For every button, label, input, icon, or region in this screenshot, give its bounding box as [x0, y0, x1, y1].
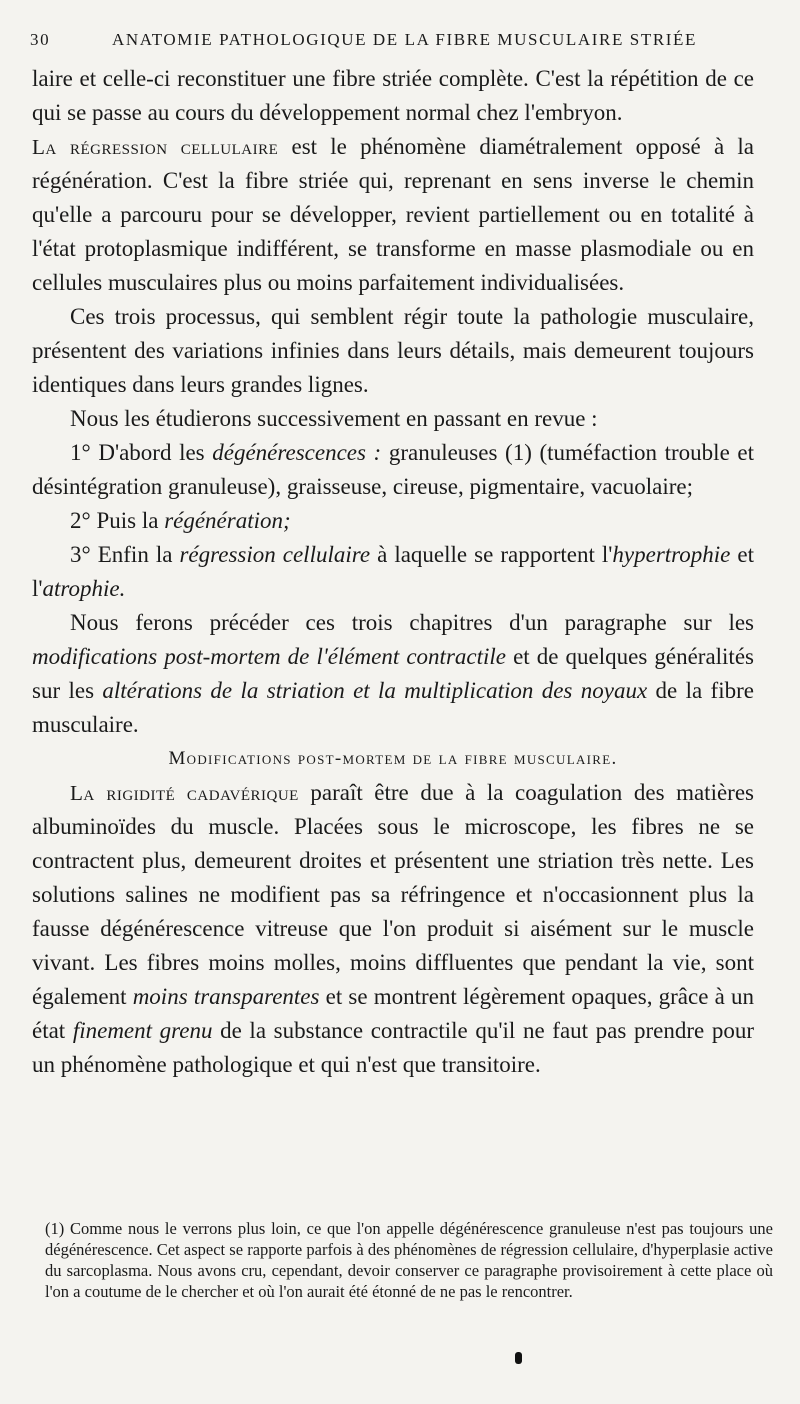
paragraph-text: et se montrent légèrement opaques, grâce à un état — [32, 984, 754, 1043]
paragraph-intro-list: Nous les étudierons successivement en passant en revue : — [70, 406, 598, 431]
list-item-2 — [32, 504, 754, 538]
emphasis-degenerescences: dégénérescences : — [212, 440, 382, 465]
emphasis-hypertrophie: hypertrophie — [612, 542, 731, 567]
term-regression-cellulaire: La régression cellulaire — [32, 135, 279, 159]
ink-speck — [515, 1352, 522, 1364]
footnote — [45, 1218, 773, 1302]
paragraph-text: paraît être due à la coagulation des matières albuminoïdes du muscle. Placées sous le microscope, les fibres ne se contractent plus, demeurent droites et présentent une striation très nette. Les solutions salines ne modifient pas sa réfringence et n'occasionnent plus la fausse dégénérescence vitreuse que l'on produit si aisément sur le muscle vivant. Les fibres moins molles, moins diffluentes que pendant la vie, sont également — [32, 780, 754, 1009]
emphasis-regeneration: régénération; — [164, 508, 291, 533]
paragraph-regression — [32, 130, 754, 300]
list-text: granuleuses (1) (tuméfaction trouble et désintégration granuleuse), graisseuse, cireuse, pigmentaire, vacuolaire; — [32, 440, 754, 499]
list-number: 2° — [70, 508, 91, 533]
paragraph-regression-text: est le phénomène diamétralement opposé à la régénération. C'est la fibre striée qui, reprenant en sens inverse le chemin qu'elle a parcouru pour se développer, revient partiellement ou en totalité à l'état protoplasmique indifférent, se transforme en masse plasmodiale ou en cellules musculaires plus ou moins parfaitement individualisées. — [32, 134, 754, 295]
paragraph-text: Nous ferons précéder ces trois chapitres d'un paragraphe sur les — [70, 610, 754, 635]
paragraph-rigidite — [32, 776, 754, 1082]
main-text — [32, 62, 754, 1082]
list-text: Puis la — [90, 508, 165, 533]
footnote-text: (1) Comme nous le verrons plus loin, ce que l'on appelle dégénérescence granuleuse n'est pas toujours une dégénérescence. Cet aspect se rapporte parfois à des phénomènes de régression cellulaire, d'hyperplasie active du sarcoplasma. Nous avons cru, cependant, devoir conserver ce paragraphe provisoirement à cette place où l'on a coutume de le chercher et où l'on aurait été étonné de ne pas le rencontrer. — [45, 1219, 773, 1301]
emphasis-modifications: modifications post-mortem de l'élément contractile — [32, 644, 506, 669]
page-number: 30 — [30, 30, 51, 49]
paragraph-text: et de quelques généralités sur les — [32, 644, 754, 703]
list-number: 1° — [70, 440, 91, 465]
list-text: à laquelle se rapportent l' — [370, 542, 613, 567]
paragraph-preface — [32, 606, 754, 742]
section-heading: Modifications post-mortem de la fibre musculaire. — [168, 748, 618, 769]
emphasis-atrophie: atrophie. — [42, 576, 126, 601]
list-item-3 — [32, 538, 754, 606]
running-header — [30, 30, 750, 60]
paragraph-processus: Ces trois processus, qui semblent régir toute la pathologie musculaire, présentent des variations infinies dans leurs détails, mais demeurent toujours identiques dans leurs grandes lignes. — [32, 304, 754, 397]
list-text: Enfin la — [90, 542, 180, 567]
term-rigidite-cadaverique: La rigidité cadavérique — [70, 781, 299, 805]
paragraph-text: de la fibre musculaire. — [32, 678, 754, 737]
list-item-1 — [32, 436, 754, 504]
emphasis-alterations: altérations de la striation et la multiplication des noyaux — [102, 678, 648, 703]
paragraph-continuation: laire et celle-ci reconstituer une fibre striée complète. C'est la répétition de ce qui se passe au cours du développement normal chez l'embryon. — [32, 66, 754, 125]
paragraph-text: de la substance contractile qu'il ne faut pas prendre pour un phénomène pathologique et qui n'est que transitoire. — [32, 1018, 754, 1077]
list-text: et l' — [32, 542, 754, 601]
emphasis-finement-grenu: finement grenu — [72, 1018, 213, 1043]
list-number: 3° — [70, 542, 91, 567]
emphasis-regression: régression cellulaire — [179, 542, 371, 567]
list-text: D'abord les — [90, 440, 213, 465]
emphasis-moins-transparentes: moins transparentes — [132, 984, 320, 1009]
running-title: ANATOMIE PATHOLOGIQUE DE LA FIBRE MUSCULAIRE STRIÉE — [112, 30, 698, 49]
